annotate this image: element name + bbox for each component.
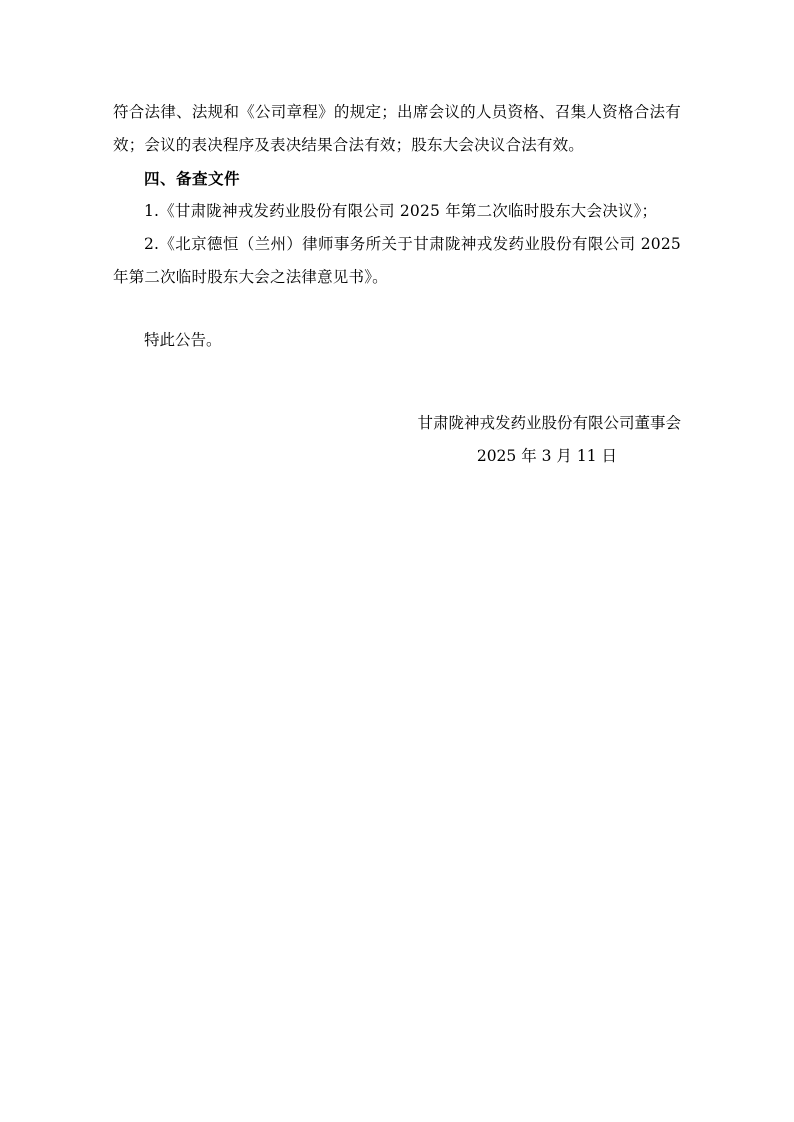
reference-item-1: 1.《甘肃陇神戎发药业股份有限公司 2025 年第二次临时股东大会决议》； — [144, 202, 658, 220]
reference-item-2: 2.《北京德恒（兰州）律师事务所关于甘肃陇神戎发药业股份有限公司 2025 年第二次临时股东大会之法律意见书》。 — [113, 235, 681, 286]
signature-date: 2025 年 3 月 11 日 — [476, 447, 617, 465]
section-heading-reference-documents: 四、备查文件 — [144, 169, 241, 188]
signature-company: 甘肃陇神戎发药业股份有限公司董事会 — [417, 414, 681, 432]
signature-block — [113, 407, 681, 473]
paragraph-compliance: 符合法律、法规和《公司章程》的规定；出席会议的人员资格、召集人资格合法有效；会议的表决程序及表决结果合法有效；股东大会决议合法有效。 — [113, 103, 681, 154]
closing-notice: 特此公告。 — [144, 331, 222, 349]
spacer-before-notice — [113, 294, 681, 324]
document-content — [113, 96, 681, 473]
